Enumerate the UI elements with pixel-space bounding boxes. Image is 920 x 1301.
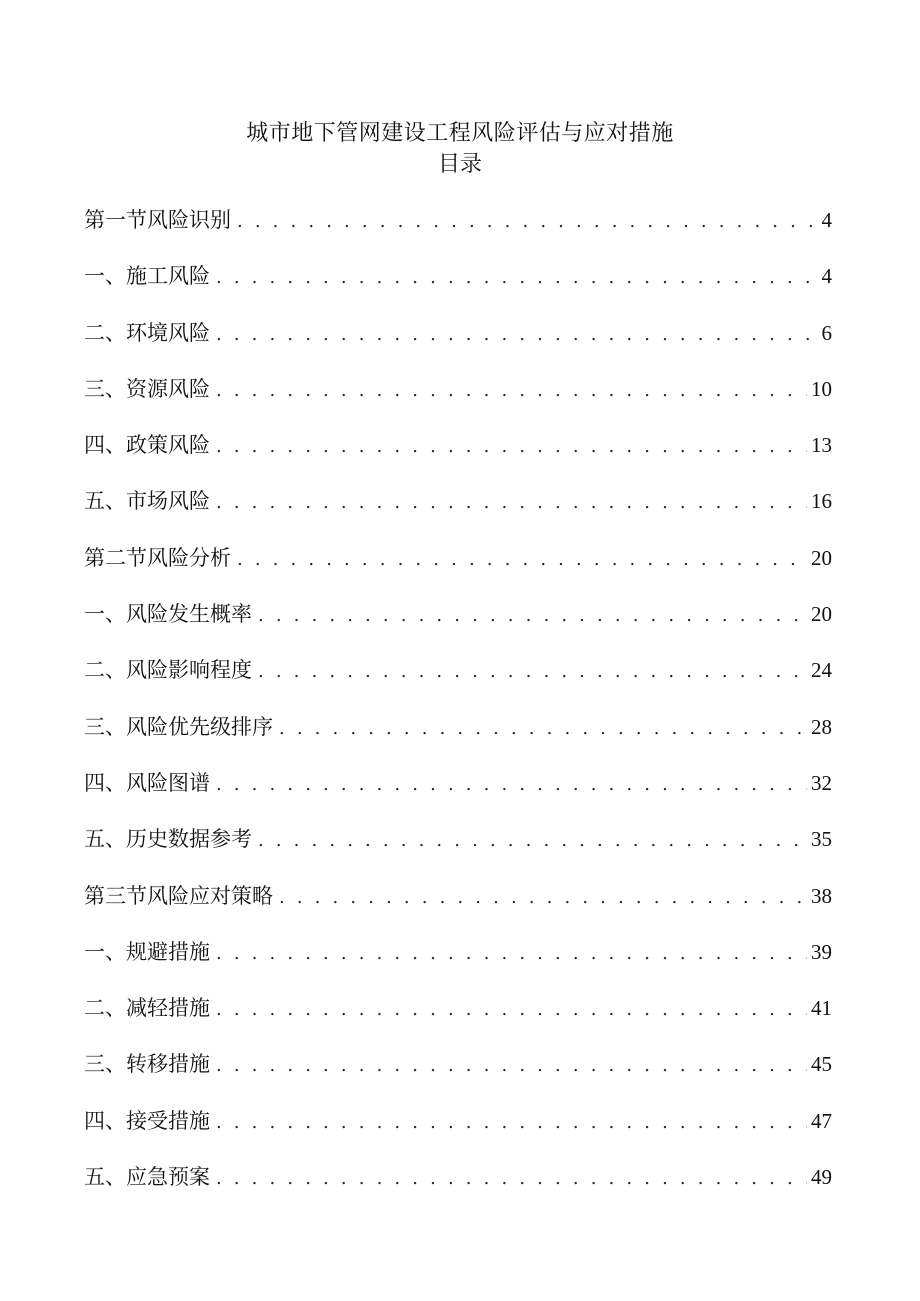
toc-entry[interactable]: [84, 260, 832, 316]
toc-dot-leader: [216, 938, 807, 970]
toc-dot-leader: [216, 769, 807, 801]
toc-entry[interactable]: [84, 711, 832, 767]
toc-dot-leader: [258, 656, 807, 688]
toc-entry-page: 47: [811, 1108, 832, 1133]
toc-entry-page: 13: [811, 433, 832, 458]
toc-entry[interactable]: [84, 767, 832, 823]
toc-dot-leader: [216, 1050, 807, 1082]
toc-entry-label: 四、风险图谱: [84, 770, 210, 795]
toc-entry-label: 三、风险优先级排序: [84, 714, 273, 739]
toc-entry[interactable]: [84, 823, 832, 879]
toc-entry[interactable]: [84, 936, 832, 992]
toc-entry-page: 41: [811, 996, 832, 1021]
toc-entry-page: 32: [811, 770, 832, 795]
toc-entry-page: 16: [811, 489, 832, 514]
toc-entry-page: 6: [821, 320, 832, 345]
toc-entry-label: 三、资源风险: [84, 376, 210, 401]
toc-entry[interactable]: [84, 1105, 832, 1161]
toc-entry-label: 三、转移措施: [84, 1052, 210, 1077]
toc-entry-label: 一、风险发生概率: [84, 602, 252, 627]
toc-entry-label: 一、施工风险: [84, 264, 210, 289]
toc-entry-label: 二、减轻措施: [84, 996, 210, 1021]
toc-entry-page: 4: [821, 208, 832, 232]
toc-dot-leader: [237, 206, 818, 238]
toc-entry-label: 四、接受措施: [84, 1108, 210, 1133]
toc-heading: 目录: [437, 152, 482, 177]
toc-entry[interactable]: [84, 485, 832, 541]
toc-dot-leader: [279, 713, 807, 745]
toc-entry[interactable]: [84, 992, 832, 1048]
toc-entry-page: 4: [821, 264, 832, 289]
toc-entry-page: 35: [811, 827, 832, 852]
toc-dot-leader: [258, 825, 807, 857]
toc-entry-page: 10: [811, 376, 832, 401]
toc-entry-page: 39: [811, 939, 832, 964]
toc-entry-label: 四、政策风险: [84, 433, 210, 458]
toc-dot-leader: [216, 487, 807, 519]
toc-entry-page: 20: [811, 602, 832, 627]
toc-entry-page: 24: [811, 658, 832, 683]
toc-entry-label: 五、应急预案: [84, 1165, 210, 1190]
toc-entry-page: 28: [811, 714, 832, 739]
toc-entry[interactable]: [84, 373, 832, 429]
toc-dot-leader: [216, 1107, 807, 1139]
document-title: 城市地下管网建设工程风险评估与应对措施: [246, 121, 674, 146]
toc-entry-label: 五、历史数据参考: [84, 827, 252, 852]
toc-dot-leader: [216, 1163, 807, 1195]
toc-entry[interactable]: [84, 542, 832, 598]
toc-dot-leader: [216, 319, 818, 351]
toc-entry-page: 20: [811, 545, 832, 570]
toc-entry-page: 49: [811, 1165, 832, 1190]
toc-entry[interactable]: [84, 1048, 832, 1104]
toc-entry-label: 第三节风险应对策略: [84, 883, 273, 908]
toc-entry[interactable]: [84, 598, 832, 654]
toc-entry-label: 第一节风险识别: [84, 208, 231, 232]
toc-entry-page: 45: [811, 1052, 832, 1077]
toc-entry-label: 第二节风险分析: [84, 545, 231, 570]
toc-entry-label: 二、风险影响程度: [84, 658, 252, 683]
toc-entry[interactable]: [84, 654, 832, 710]
toc-dot-leader: [216, 431, 807, 463]
toc-dot-leader: [279, 882, 807, 914]
toc-dot-leader: [237, 544, 807, 576]
toc-entry[interactable]: [84, 880, 832, 936]
toc-entry-label: 一、规避措施: [84, 939, 210, 964]
toc-dot-leader: [216, 375, 807, 407]
toc-entry-page: 38: [811, 883, 832, 908]
toc-entry[interactable]: [84, 429, 832, 485]
toc-entry[interactable]: [84, 204, 832, 260]
toc-dot-leader: [216, 994, 807, 1026]
toc-dot-leader: [216, 262, 818, 294]
toc-entry[interactable]: [84, 1161, 832, 1217]
toc-entry-label: 五、市场风险: [84, 489, 210, 514]
table-of-contents: [84, 204, 832, 1217]
toc-entry-label: 二、环境风险: [84, 320, 210, 345]
toc-entry[interactable]: [84, 317, 832, 373]
toc-dot-leader: [258, 600, 807, 632]
